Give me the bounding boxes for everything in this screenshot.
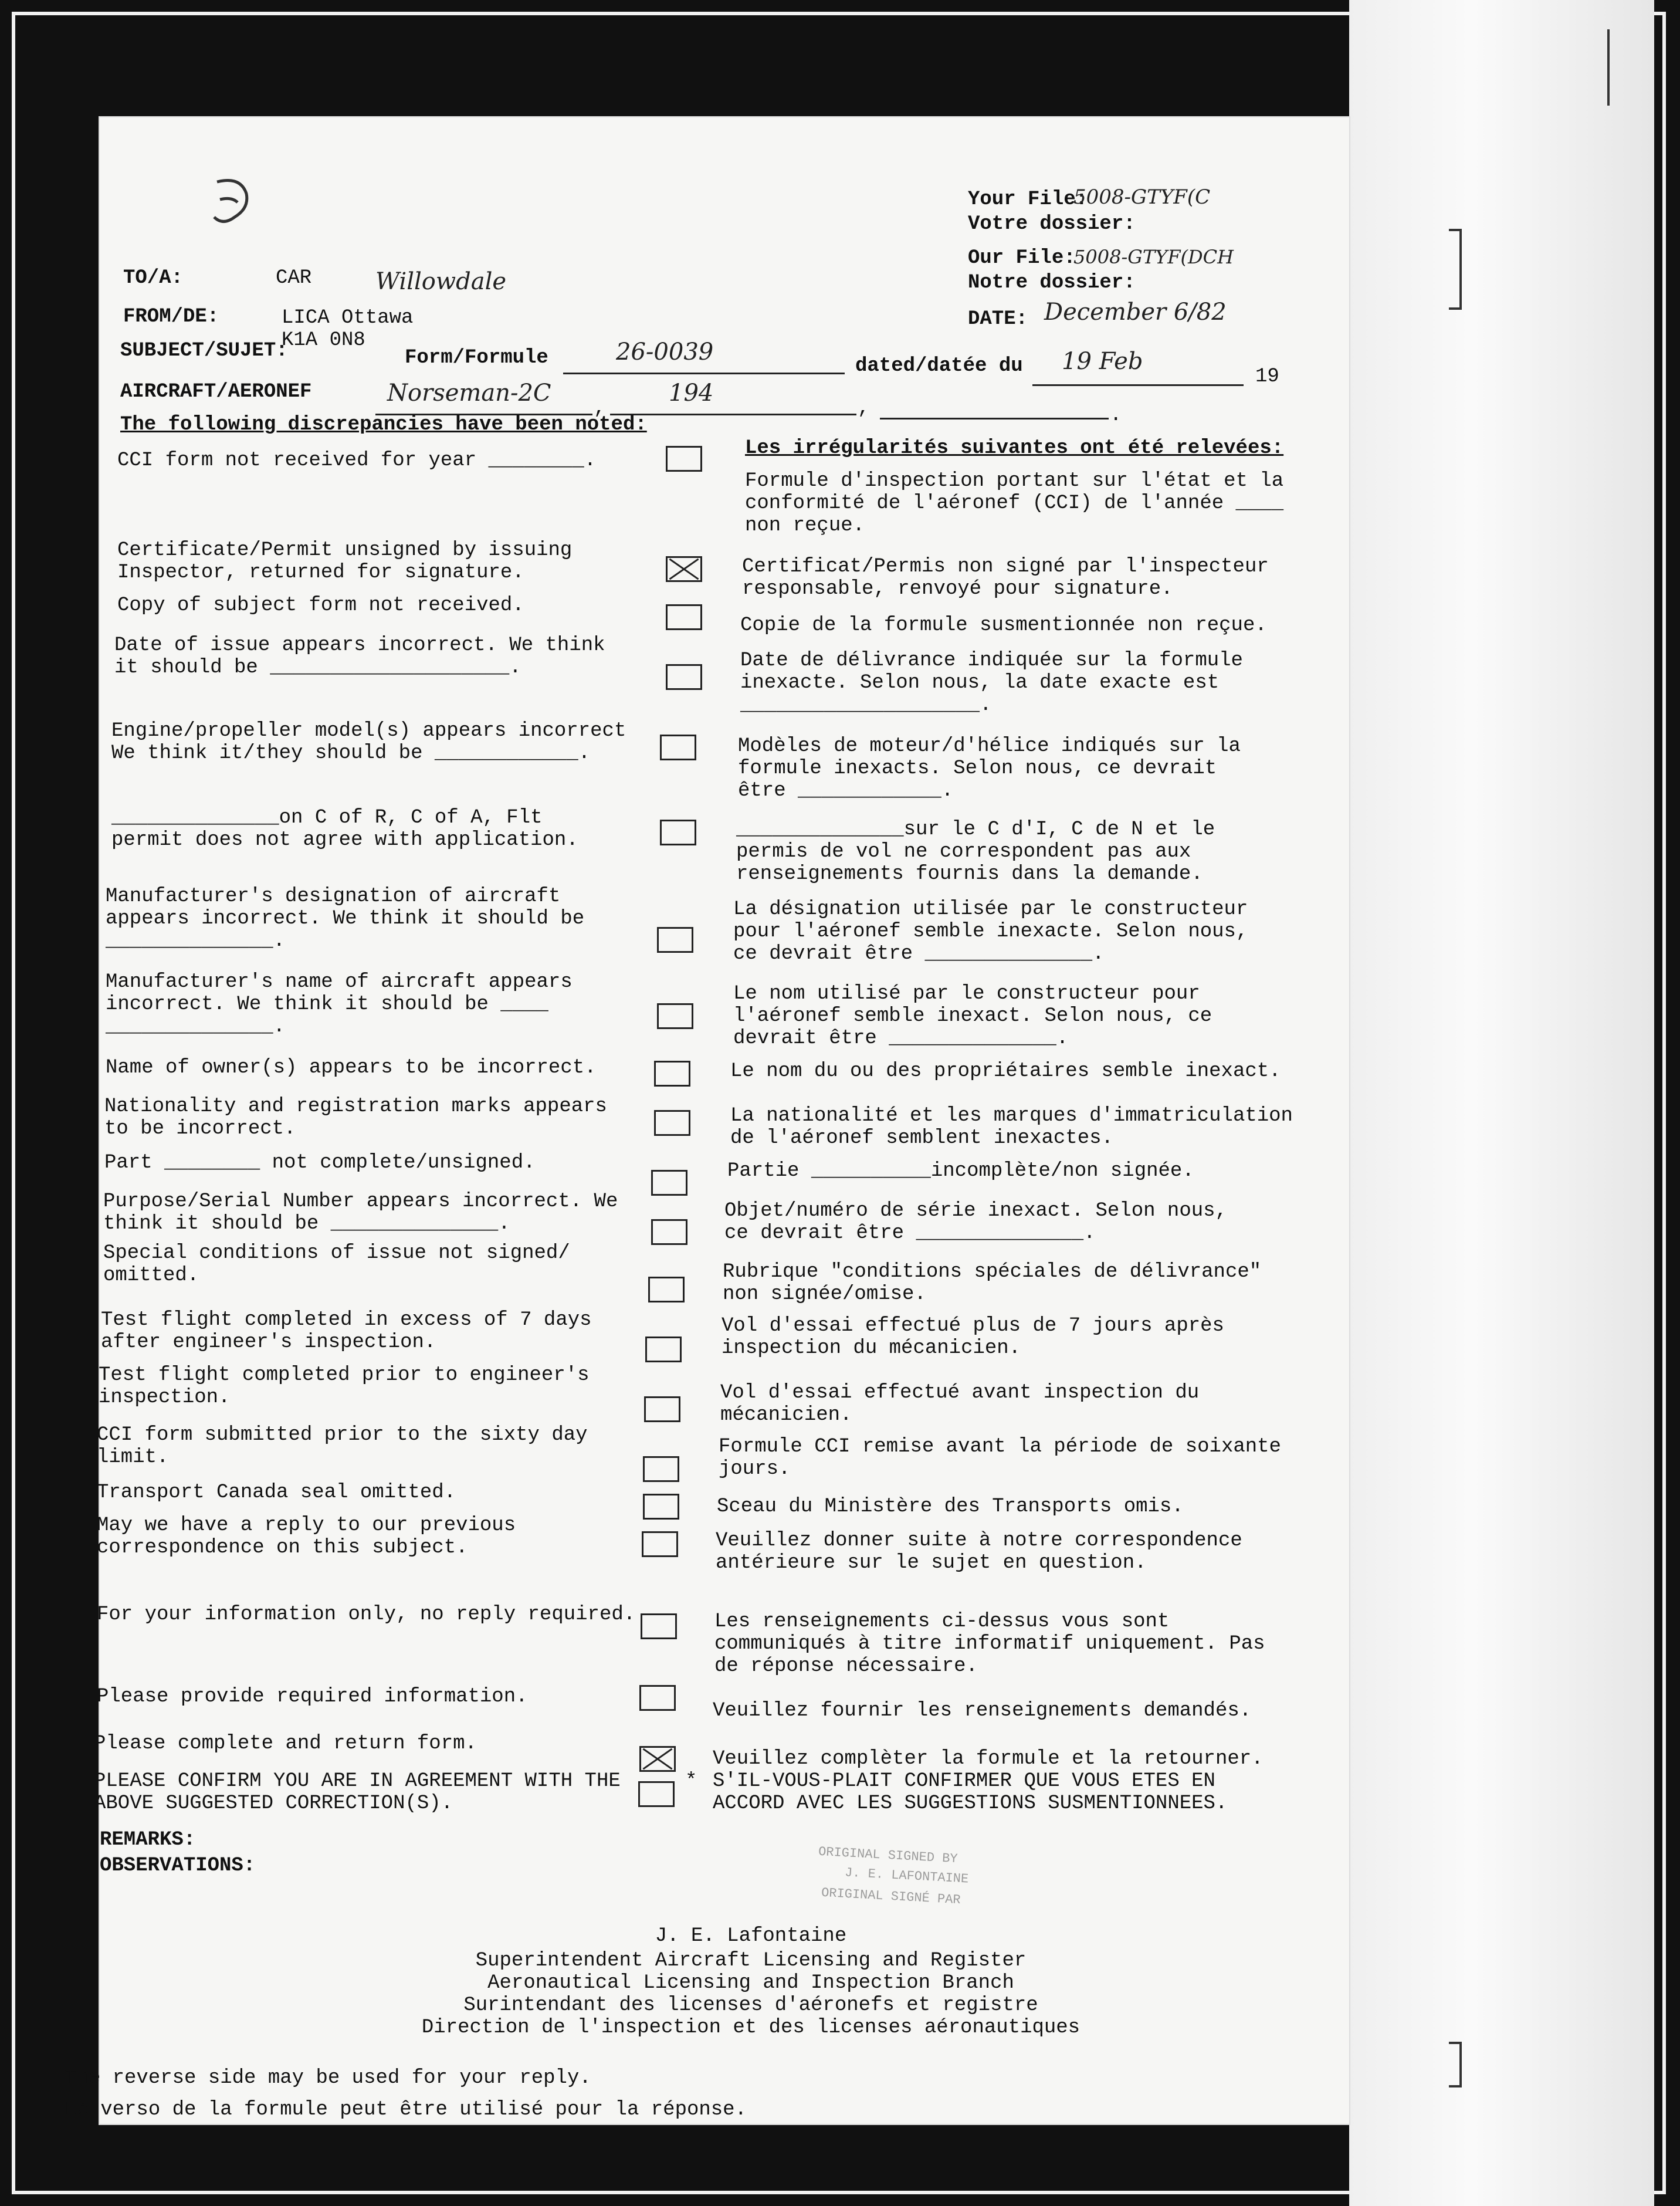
item-3-fr-line: Copie de la formule susmentionnée non reçue. [740,614,1267,637]
item-6-en-line: permit does not agree with application. [111,829,578,851]
item-18-fr-line: Veuillez donner suite à notre correspondence [716,1530,1242,1552]
aircraft-sep-3: . [1110,404,1122,427]
dated-underline [1032,384,1244,386]
intro-en: The following discrepancies have been noted: [120,414,647,436]
item-2-en-line: Certificate/Permit unsigned by issuing [117,539,573,561]
item-22-en-line: PLEASE CONFIRM YOU ARE IN AGREEMENT WITH THE [94,1770,621,1792]
item-6-fr-line: ______________sur le C d'I, C de N et le [736,818,1215,841]
signatory-name: J. E. Lafontaine [655,1925,847,1947]
item-12-checkbox[interactable] [651,1219,687,1245]
item-18-checkbox[interactable] [642,1531,678,1557]
item-5-en-line: We think it/they should be ____________. [111,742,591,764]
bracket-mark-bottom [1449,2042,1462,2087]
item-7-en-line: appears incorrect. We think it should be [106,908,585,930]
item-14-fr-line: Vol d'essai effectué plus de 7 jours après [722,1315,1224,1337]
item-5-fr-line: Modèles de moteur/d'hélice indiqués sur la [738,735,1241,757]
item-5-fr-line: formule inexacts. Selon nous, ce devrait [738,757,1217,780]
binding-mark [1607,29,1610,106]
item-10-fr-line: La nationalité et les marques d'immatriculation [730,1105,1293,1127]
item-10-checkbox[interactable] [654,1110,690,1136]
from-value: LICA Ottawa [282,307,414,329]
item-21-en-line: Please complete and return form. [94,1733,477,1755]
item-7-fr-line: ce devrait être ______________. [733,943,1105,965]
item-8-fr-line: devrait être ______________. [733,1027,1069,1050]
item-2-fr-line: responsable, renvoyé pour signature. [742,578,1173,600]
item-17-checkbox[interactable] [643,1494,679,1520]
item-18-en-line: correspondence on this subject. [97,1537,468,1559]
item-11-checkbox[interactable] [651,1170,687,1196]
date-value: December 6/82 [1044,299,1227,326]
item-1-fr-line: conformité de l'aéronef (CCI) de l'année ____ [745,492,1284,515]
to-value: CAR [276,267,312,289]
item-22-fr-line: S'IL-VOUS-PLAIT CONFIRMER QUE VOUS ETES EN [713,1770,1215,1792]
signed-stamp-1: ORIGINAL SIGNED BY [818,1844,958,1867]
item-5-en-line: Engine/propeller model(s) appears incorrect [111,720,626,742]
item-16-en-line: CCI form submitted prior to the sixty day [97,1424,588,1446]
to-handwritten: Willowdale [375,268,507,295]
item-8-en-line: ______________. [106,1016,286,1038]
aircraft-underline-2 [610,414,856,415]
observations-label: OBSERVATIONS: [100,1855,256,1877]
item-22-checkbox[interactable] [638,1781,675,1807]
item-1-fr-line: Formule d'inspection portant sur l'état et la [745,470,1284,492]
our-file-value: 5008-GTYF(DCH [1073,246,1234,268]
item-19-checkbox[interactable] [641,1613,677,1639]
item-13-en-line: Special conditions of issue not signed/ [103,1242,570,1264]
intro-fr: Les irrégularités suivantes ont été relevées: [745,437,1284,459]
signatory-branch-fr: Direction de l'inspection et des licenses aéronautiques [421,2016,1081,2039]
item-7-en-line: ______________. [106,930,286,952]
item-8-fr-line: Le nom utilisé par le constructeur pour [733,983,1200,1005]
item-13-checkbox[interactable] [648,1277,685,1302]
aircraft-sep-1: , [594,397,606,419]
subject-label: SUBJECT/SUJET: [120,340,288,362]
form-underline [563,373,845,374]
item-19-en-line: For your information only, no reply required. [97,1603,636,1626]
item-4-checkbox[interactable] [666,664,702,690]
item-2-en-line: Inspector, returned for signature. [117,561,524,584]
our-file-label: Our File: [968,247,1076,269]
item-12-fr-line: ce devrait être ______________. [724,1222,1096,1244]
item-14-en-line: after engineer's inspection. [101,1331,436,1354]
item-2-checkbox[interactable] [666,556,702,582]
postal-code: K1A 0N8 [282,329,365,351]
item-8-en-line: Manufacturer's name of aircraft appears [106,971,573,993]
item-9-checkbox[interactable] [654,1061,690,1087]
item-6-en-line: ______________on C of R, C of A, Flt [111,807,543,829]
to-label: TO/A: [123,267,184,289]
item-20-fr-line: Veuillez fournir les renseignements demandés. [713,1700,1252,1722]
date-label: DATE: [968,308,1028,330]
votre-dossier-label: Votre dossier: [968,213,1136,235]
item-8-en-line: incorrect. We think it should be ____ [106,993,548,1016]
notre-dossier-label: Notre dossier: [968,272,1136,294]
item-20-checkbox[interactable] [639,1685,676,1711]
dated-value: 19 Feb [1062,348,1143,375]
item-15-checkbox[interactable] [644,1396,680,1422]
dated-label: dated/datée du [855,355,1023,377]
item-11-fr-line: Partie __________incomplète/non signée. [727,1160,1194,1182]
item-17-en-line: Transport Canada seal omitted. [97,1481,456,1504]
item-16-fr-line: Formule CCI remise avant la période de soixante [719,1436,1281,1458]
item-9-en-line: Name of owner(s) appears to be incorrect. [106,1057,597,1079]
item-21-checkbox[interactable] [639,1746,676,1772]
item-10-fr-line: de l'aéronef semblent inexactes. [730,1127,1113,1149]
signatory-branch-en: Aeronautical Licensing and Inspection Branch [487,1972,1014,1994]
form-value: 26-0039 [616,339,714,366]
item-6-checkbox[interactable] [660,820,696,845]
item-14-checkbox[interactable] [645,1337,682,1362]
item-5-fr-line: être ____________. [738,780,954,802]
item-13-fr-line: Rubrique "conditions spéciales de délivrance" [723,1261,1262,1283]
your-file-value: 5008-GTYF(C [1073,185,1211,209]
item-4-en-line: Date of issue appears incorrect. We think [114,634,605,657]
item-21-fr-line: Veuillez complèter la formule et la retourner. [713,1748,1264,1770]
item-7-fr-line: pour l'aéronef semble inexacte. Selon nous, [733,921,1248,943]
item-10-en-line: Nationality and registration marks appears [104,1095,607,1118]
item-13-fr-line: non signée/omise. [723,1283,926,1305]
form-label: Form/Formule [405,347,548,369]
aircraft-sep-2: , [858,397,870,419]
item-4-fr-line: inexacte. Selon nous, la date exacte est [740,672,1220,694]
item-14-fr-line: inspection du mécanicien. [722,1337,1021,1359]
item-12-en-line: think it should be ______________. [103,1213,510,1235]
item-1-fr-line: non reçue. [745,515,865,537]
item-3-en-line: Copy of subject form not received. [117,594,524,617]
item-16-checkbox[interactable] [643,1456,679,1482]
item-3-checkbox[interactable] [666,604,702,630]
year-suffix: 19 [1255,366,1279,388]
item-6-fr-line: renseignements fournis dans la demande. [736,863,1203,885]
signed-stamp-2: J. E. LAFONTAINE [844,1865,969,1887]
item-22-asterisk: * [685,1770,697,1792]
page-edge [1349,0,1654,2206]
item-15-en-line: Test flight completed prior to engineer's [99,1364,590,1386]
item-7-fr-line: La désignation utilisée par le constructeur [733,898,1248,921]
from-label: FROM/DE: [123,306,219,328]
item-18-en-line: May we have a reply to our previous [97,1514,516,1537]
item-19-fr-line: communiqués à titre informatif uniquement. Pas [714,1633,1265,1655]
item-1-checkbox[interactable] [666,446,702,472]
item-18-fr-line: antérieure sur le sujet en question. [716,1552,1147,1574]
item-19-fr-line: Les renseignements ci-dessus vous sont [714,1610,1170,1633]
item-10-en-line: to be incorrect. [104,1118,296,1140]
item-6-fr-line: permis de vol ne correspondent pas aux [736,841,1191,863]
item-12-fr-line: Objet/numéro de série inexact. Selon nous, [724,1200,1227,1222]
item-20-en-line: Please provide required information. [97,1686,528,1708]
item-7-en-line: Manufacturer's designation of aircraft [106,885,561,908]
aircraft-value: Norseman-2C [387,380,551,407]
item-16-en-line: limit. [97,1446,169,1469]
item-17-fr-line: Sceau du Ministère des Transports omis. [717,1496,1184,1518]
item-15-fr-line: mécanicien. [720,1404,852,1426]
item-1-en-line: CCI form not received for year ________. [117,449,597,472]
item-7-checkbox[interactable] [657,927,693,953]
item-9-fr-line: Le nom du ou des propriétaires semble inexact. [730,1060,1281,1082]
item-5-checkbox[interactable] [660,735,696,760]
item-22-fr-line: ACCORD AVEC LES SUGGESTIONS SUSMENTIONNEES. [713,1792,1228,1815]
item-12-en-line: Purpose/Serial Number appears incorrect. We [103,1190,618,1213]
item-4-fr-line: ____________________. [740,694,992,716]
footer-fr: Le verso de la formule peut être utilisé pour la réponse. [65,2099,747,2121]
item-13-en-line: omitted. [103,1264,199,1287]
item-15-en-line: inspection. [99,1386,231,1409]
item-2-fr-line: Certificat/Permis non signé par l'inspecteur [742,556,1269,578]
your-file-label: Your File: [968,188,1088,211]
signed-stamp-3: ORIGINAL SIGNÉ PAR [821,1885,961,1908]
item-15-fr-line: Vol d'essai effectué avant inspection du [720,1382,1200,1404]
crest-icon [205,176,252,229]
item-8-fr-line: l'aéronef semble inexact. Selon nous, ce [733,1005,1212,1027]
item-4-fr-line: Date de délivrance indiquée sur la formule [740,649,1243,672]
signatory-title-en: Superintendent Aircraft Licensing and Register [475,1950,1027,1972]
bracket-mark-top [1449,229,1462,310]
item-11-en-line: Part ________ not complete/unsigned. [104,1152,536,1174]
aircraft-value-2: 194 [669,380,714,407]
footer-en: The reverse side may be used for your reply. [65,2067,591,2089]
aircraft-underline-3 [880,418,1109,419]
item-22-en-line: ABOVE SUGGESTED CORRECTION(S). [94,1792,453,1815]
item-8-checkbox[interactable] [657,1003,693,1029]
item-16-fr-line: jours. [719,1458,791,1480]
aircraft-label: AIRCRAFT/AERONEF [120,381,312,403]
item-4-en-line: it should be ____________________. [114,657,521,679]
item-19-fr-line: de réponse nécessaire. [714,1655,978,1677]
remarks-label: REMARKS: [100,1829,196,1851]
item-14-en-line: Test flight completed in excess of 7 days [101,1309,592,1331]
signatory-title-fr: Surintendant des licenses d'aéronefs et registre [463,1994,1038,2016]
